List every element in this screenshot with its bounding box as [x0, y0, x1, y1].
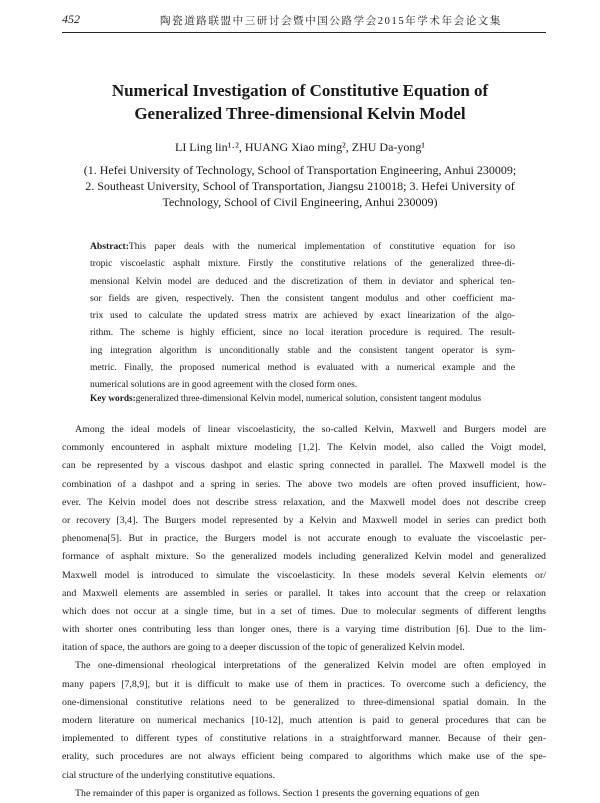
- body-line: erality, such procedures are not always efficient being compared to algorithms which make use of the spe-: [62, 751, 546, 763]
- body-line: Among the ideal models of linear viscoelasticity, the so-called Kelvin, Maxwell and Burgers model are: [75, 424, 546, 435]
- running-title: 陶瓷道路联盟中三研讨会暨中国公路学会2015年学术年会论文集: [160, 16, 502, 27]
- affiliation-line: 2. Southeast University, School of Transportation, Jiangsu 210018; 3. Hefei University of: [85, 179, 515, 193]
- body-line: Maxwell model is introduced to simulate the viscoelasticity. In these models several Kelvin elements or/: [62, 569, 546, 581]
- page-header: [62, 12, 546, 30]
- body-line: which does not occur at a single time, but in a set of times. Due to molecular segments of different lengths: [62, 605, 546, 617]
- affiliation-line: (1. Hefei University of Technology, School of Transportation Engineering, Anhui 230009;: [83, 163, 517, 177]
- abstract-line: trix used to calculate the updated stress matrix are achieved by exact linearization of the algo-: [90, 310, 515, 322]
- paper-title-line-2: Generalized Three-dimensional Kelvin Model: [134, 104, 466, 123]
- abstract-label: Abstract:: [90, 241, 129, 252]
- body-line: one-dimensional constitutive relations need to be generalized to three-dimensional spatial domain. In the: [62, 696, 546, 708]
- abstract-line: mensional Kelvin model are deduced and the discretization of them in deviator and spherical ten-: [90, 275, 515, 287]
- paper-title-line-1: Numerical Investigation of Constitutive Equation of: [111, 81, 489, 100]
- abstract: [90, 238, 515, 394]
- body-line: implemented to different types of constitutive relations in a straightforward manner. Because of their gen-: [62, 733, 546, 745]
- body-line: with shorter ones contributing less than longer ones, there is a varying time distribution [6]. Due to the lim-: [62, 624, 546, 636]
- page-number: 452: [62, 12, 80, 26]
- body-line: The one-dimensional rheological interpretations of the generalized Kelvin model are often employed in: [75, 660, 546, 672]
- body-line: commonly encountered in asphalt mixture modeling [1,2]. The Kelvin model, also called the Voigt model,: [62, 442, 546, 454]
- body-line: phenomena[5]. But in practice, the Burgers model is not accurate enough to evaluate the viscoelastic per-: [62, 533, 546, 545]
- keywords: [90, 394, 530, 404]
- abstract-line: tropic viscoelastic asphalt mixture. Firstly the constitutive relations of the generalized three-di-: [90, 258, 515, 270]
- abstract-text: This paper deals with the numerical implementation of constitutive equation for iso: [128, 241, 515, 252]
- author-list: LI Ling lin¹·², HUANG Xiao ming², ZHU Da-yong¹: [174, 140, 426, 154]
- affiliation-line: Technology, School of Civil Engineering, Anhui 230009): [162, 195, 438, 209]
- header-rule: [62, 32, 546, 33]
- abstract-line: numerical solutions are in good agreement with the closed form ones.: [90, 379, 358, 391]
- body-line: cial structure of the underlying constitutive equations.: [62, 769, 276, 781]
- keywords-text: generalized three-dimensional Kelvin model, numerical solution, consistent tangent modulus: [135, 394, 482, 404]
- body-text: [62, 421, 546, 803]
- keywords-label: Key words:: [90, 394, 136, 404]
- abstract-line: rithm. The scheme is highly efficient, since no local iteration procedure is required. The result-: [90, 327, 515, 339]
- abstract-line: ing integration algorithm is unconditionally stable and the consistent tangent operator is sym-: [90, 344, 515, 356]
- body-line: The remainder of this paper is organized as follows. Section 1 presents the governing equations of gen: [75, 787, 480, 799]
- abstract-line: metric. Finally, the proposed numerical method is evaluated with a numerical example and the: [90, 362, 515, 374]
- body-line: and Maxwell elements are assembled in series or parallel. It takes into account that the creep or relaxation: [62, 587, 546, 599]
- body-line: modern literature on numerical mechanics [10-12], much attention is paid to general procedures that can be: [62, 715, 546, 726]
- body-line: many papers [7,8,9], but it is difficult to make use of them in practices. To overcome such a deficiency, the: [62, 678, 546, 690]
- body-line: or recovery [3,4]. The Burgers model represented by a Kelvin and Maxwell model in series can predict both: [62, 514, 546, 526]
- abstract-line: [90, 238, 515, 255]
- body-line: can be represented by a viscous dashpot and elastic spring connected in parallel. The Maxwell model is the: [62, 460, 546, 472]
- abstract-line: sor fields are given, respectively. Then the consistent tangent modulus and other coefficient ma-: [90, 292, 515, 304]
- body-line: itation of space, the authors are going to a deeper discussion of the topic of generalized Kelvin model.: [62, 642, 465, 654]
- body-line: ever. The Kelvin model does not describe stress relaxation, and the Maxwell model does not describe creep: [62, 496, 546, 508]
- body-line: combination of a dashpot and a spring in series. The above two models are often proved insufficient, how-: [62, 478, 546, 490]
- body-line: formance of asphalt mixture. So the generalized models including generalized Kelvin model and generalized: [62, 551, 546, 563]
